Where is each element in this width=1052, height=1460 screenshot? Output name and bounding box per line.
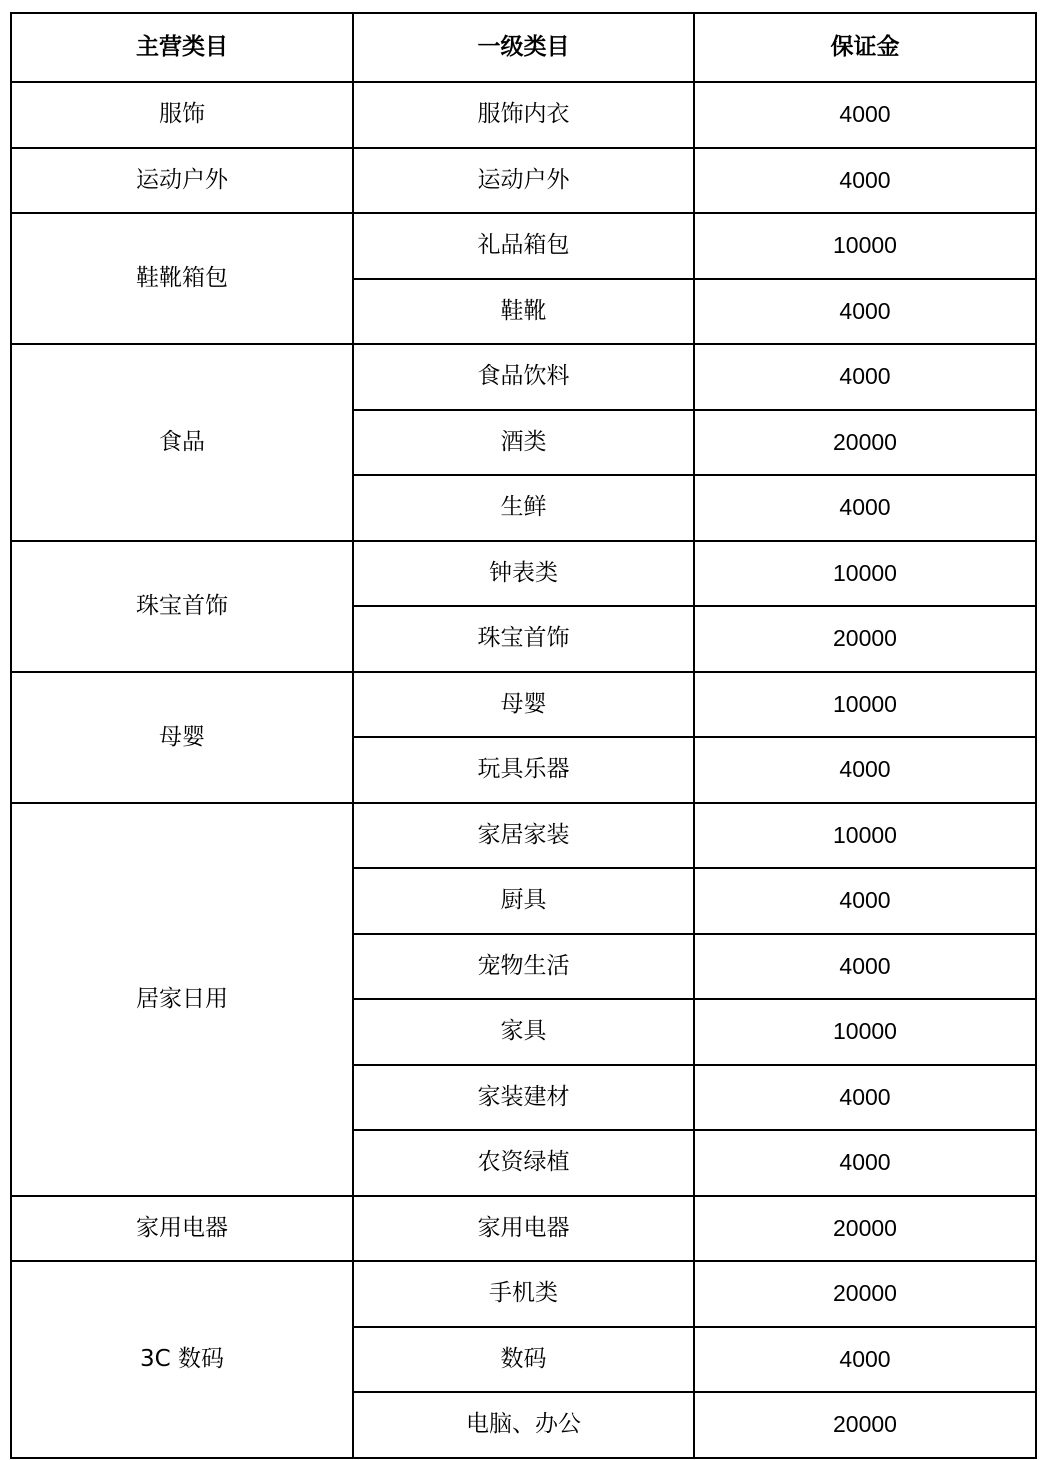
sub-category-cell: 鞋靴 [353, 279, 694, 345]
sub-category-cell: 运动户外 [353, 148, 694, 214]
deposit-cell: 10000 [694, 672, 1036, 738]
deposit-cell: 4000 [694, 344, 1036, 410]
deposit-cell: 20000 [694, 1261, 1036, 1327]
sub-category-cell: 钟表类 [353, 541, 694, 607]
sub-category-cell: 生鲜 [353, 475, 694, 541]
table-row [11, 82, 1036, 148]
sub-category-cell: 家用电器 [353, 1196, 694, 1262]
deposit-cell: 4000 [694, 279, 1036, 345]
header-deposit: 保证金 [694, 13, 1036, 82]
sub-category-cell: 家具 [353, 999, 694, 1065]
deposit-cell: 20000 [694, 1196, 1036, 1262]
sub-category-cell: 手机类 [353, 1261, 694, 1327]
main-category-cell: 3C 数码 [11, 1261, 353, 1458]
main-category-cell: 母婴 [11, 672, 353, 803]
main-category-cell: 服饰 [11, 82, 353, 148]
main-category-cell: 珠宝首饰 [11, 541, 353, 672]
deposit-cell: 4000 [694, 737, 1036, 803]
deposit-cell: 10000 [694, 541, 1036, 607]
deposit-cell: 10000 [694, 213, 1036, 279]
main-category-cell: 运动户外 [11, 148, 353, 214]
main-category-cell: 家用电器 [11, 1196, 353, 1262]
deposit-cell: 4000 [694, 1065, 1036, 1131]
sub-category-cell: 服饰内衣 [353, 82, 694, 148]
main-category-cell: 居家日用 [11, 803, 353, 1196]
deposit-cell: 4000 [694, 82, 1036, 148]
sub-category-cell: 礼品箱包 [353, 213, 694, 279]
sub-category-cell: 玩具乐器 [353, 737, 694, 803]
deposit-table [10, 12, 1037, 1459]
table-row [11, 344, 1036, 410]
sub-category-cell: 母婴 [353, 672, 694, 738]
sub-category-cell: 厨具 [353, 868, 694, 934]
table-row [11, 541, 1036, 607]
deposit-cell: 4000 [694, 475, 1036, 541]
header-row [11, 13, 1036, 82]
sub-category-cell: 珠宝首饰 [353, 606, 694, 672]
deposit-cell: 4000 [694, 148, 1036, 214]
deposit-cell: 20000 [694, 606, 1036, 672]
table-row [11, 672, 1036, 738]
table-row [11, 803, 1036, 869]
table-row [11, 1261, 1036, 1327]
deposit-cell: 4000 [694, 1130, 1036, 1196]
deposit-cell: 20000 [694, 1392, 1036, 1458]
table-row [11, 213, 1036, 279]
deposit-cell: 4000 [694, 1327, 1036, 1393]
table-row [11, 148, 1036, 214]
deposit-cell: 10000 [694, 803, 1036, 869]
main-category-cell: 鞋靴箱包 [11, 213, 353, 344]
sub-category-cell: 食品饮料 [353, 344, 694, 410]
sub-category-cell: 农资绿植 [353, 1130, 694, 1196]
main-category-cell: 食品 [11, 344, 353, 541]
sub-category-cell: 宠物生活 [353, 934, 694, 1000]
deposit-cell: 4000 [694, 934, 1036, 1000]
sub-category-cell: 家装建材 [353, 1065, 694, 1131]
sub-category-cell: 酒类 [353, 410, 694, 476]
sub-category-cell: 数码 [353, 1327, 694, 1393]
deposit-cell: 10000 [694, 999, 1036, 1065]
deposit-cell: 4000 [694, 868, 1036, 934]
header-primary-category: 一级类目 [353, 13, 694, 82]
table-row [11, 1196, 1036, 1262]
deposit-cell: 20000 [694, 410, 1036, 476]
sub-category-cell: 家居家装 [353, 803, 694, 869]
sub-category-cell: 电脑、办公 [353, 1392, 694, 1458]
header-main-category: 主营类目 [11, 13, 353, 82]
